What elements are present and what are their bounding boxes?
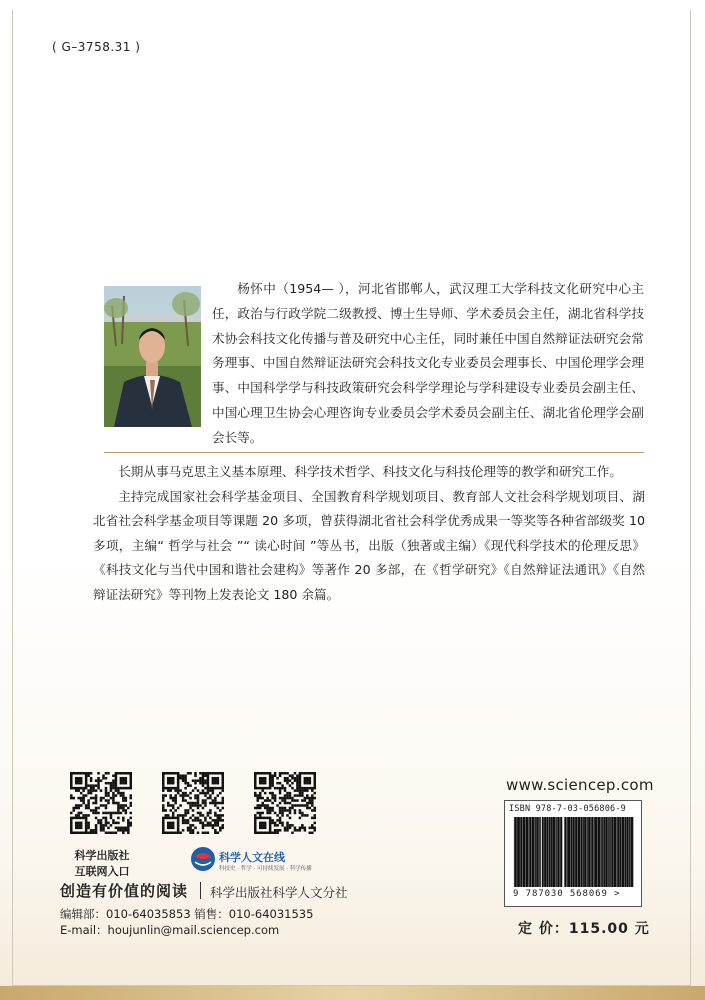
qr-label <box>67 848 137 880</box>
author-achievements <box>93 460 645 607</box>
logo-tagline: 科技史 · 哲学 · 可持续发展 · 科学传播 <box>219 866 312 872</box>
author-photo <box>104 286 201 427</box>
slogan: 创造有价值的阅读 <box>60 882 189 900</box>
globe-logo-icon <box>190 846 216 872</box>
qr-label-line2: 互联网入口 <box>74 865 130 878</box>
qr-code-wechat[interactable] <box>254 772 316 834</box>
contact-email[interactable]: E-mail：houjunlin@mail.sciencep.com <box>60 923 280 937</box>
slogan-separator <box>200 882 201 899</box>
qr-code-publisher[interactable] <box>70 772 132 834</box>
paragraph-projects: 主持完成国家社会科学基金项目、全国教育科学规划项目、教育部人文社会科学规划项目、湖北省社会科学基金项目等课题 20 多项，曾获得湖北省社会科学优秀成果一等奖等各种省部级奖 10 多项，主编“ 哲学与社会 ”“ 读心时间 ”等丛书，出版（独著或主编）《现代科学技术的伦理反思》《科技文化与当代中国和谐社会建构》等著作 20 多部，在《哲学研究》《自然辩证法通讯》《自然辩证法研究》等刊物上发表论文 180 余篇。 <box>93 488 645 602</box>
classification-code: ( G–3758.31 ) <box>52 40 141 54</box>
bottom-band <box>0 986 705 1000</box>
isbn-number: ISBN 978-7-03-056806-9 <box>509 804 626 814</box>
qr-code-humanities[interactable] <box>162 772 224 834</box>
price: 定 价：115.00 元 <box>518 921 650 937</box>
logo-name: 科学人文在线 <box>219 851 285 864</box>
website-url[interactable]: www.sciencep.com <box>506 776 654 794</box>
barcode-icon <box>513 817 635 887</box>
author-bio: 杨怀中（1954— ），河北省邯郸人，武汉理工大学科技文化研究中心主任，政治与行政学院二级教授、博士生导师、学术委员会主任，湖北省科学技术协会科技文化传播与普及研究中心主任，同时兼任中国自然辩证法研究会常务理事、中国自然辩证法研究会科技文化专业委员会理事长、中国伦理学会理事、中国科学学与科技政策研究会科学学理论与学科建设专业委员会副主任、中国心理卫生协会心理咨询专业委员会学术委员会副主任、湖北省伦理学会副会长等。 <box>212 281 644 445</box>
qr-label-line1: 科学出版社 <box>74 849 130 862</box>
barcode-digits: 9 787030 568069 > <box>513 889 621 899</box>
isbn-barcode <box>504 800 642 907</box>
science-humanities-logo <box>190 846 310 876</box>
publisher-name: 科学出版社科学人文分社 <box>210 885 348 900</box>
divider <box>104 452 644 453</box>
paragraph-research: 长期从事马克思主义基本原理、科学技术哲学、科技文化与科技伦理等的教学和研究工作。 <box>118 464 622 479</box>
contact-phones: 编辑部：010-64035853 销售：010-64031535 <box>60 907 314 921</box>
